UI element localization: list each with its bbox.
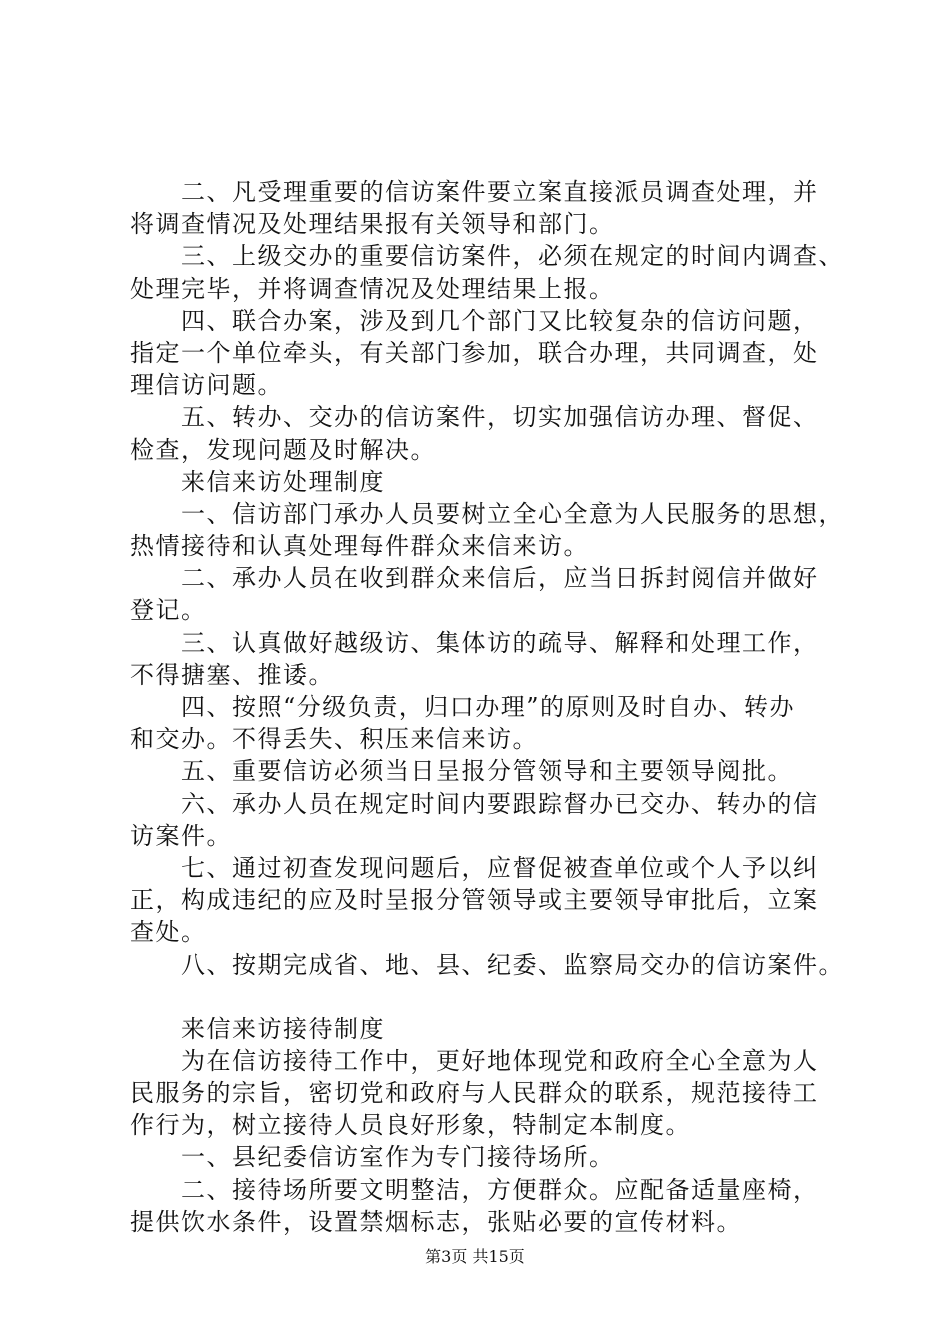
text-line: 三、上级交办的重要信访案件，必须在规定的时间内调查、	[130, 242, 844, 271]
text-line: 五、重要信访必须当日呈报分管领导和主要领导阅批。	[130, 757, 793, 786]
text-line: 将调查情况及处理结果报有关领导和部门。	[130, 210, 615, 239]
text-line: 为在信访接待工作中，更好地体现党和政府全心全意为人	[130, 1046, 819, 1075]
text-line: 不得搪塞、推诿。	[130, 660, 334, 689]
text-line: 和交办。不得丢失、积压来信来访。	[130, 725, 538, 754]
text-line: 查处。	[130, 918, 207, 947]
text-line: 作行为，树立接待人员良好形象，特制定本制度。	[130, 1111, 691, 1140]
text-line: 民服务的宗旨，密切党和政府与人民群众的联系，规范接待工	[130, 1079, 819, 1108]
text-line: 八、按期完成省、地、县、纪委、监察局交办的信访案件。	[130, 950, 844, 979]
section-heading: 来信来访接待制度	[130, 1014, 385, 1043]
text-line: 二、接待场所要文明整洁，方便群众。应配备适量座椅，	[130, 1175, 819, 1204]
text-line: 指定一个单位牵头，有关部门参加，联合办理，共同调查，处	[130, 338, 819, 367]
text-line: 提供饮水条件，设置禁烟标志，张贴必要的宣传材料。	[130, 1207, 742, 1236]
text-line: 处理完毕，并将调查情况及处理结果上报。	[130, 274, 615, 303]
text-line: 三、认真做好越级访、集体访的疏导、解释和处理工作，	[130, 628, 819, 657]
text-line: 理信访问题。	[130, 371, 283, 400]
page-number: 第3页 共15页	[425, 1247, 525, 1266]
text-line: 访案件。	[130, 821, 232, 850]
page-footer	[0, 1244, 950, 1267]
text-line: 二、承办人员在收到群众来信后，应当日拆封阅信并做好	[130, 564, 819, 593]
document-body	[130, 176, 850, 1238]
section-heading: 来信来访处理制度	[130, 467, 385, 496]
text-line: 二、凡受理重要的信访案件要立案直接派员调查处理，并	[130, 178, 819, 206]
text-line: 一、县纪委信访室作为专门接待场所。	[130, 1143, 615, 1172]
text-line: 四、联合办案，涉及到几个部门又比较复杂的信访问题，	[130, 306, 819, 335]
text-line: 五、转办、交办的信访案件，切实加强信访办理、督促、	[130, 403, 819, 432]
text-line: 热情接待和认真处理每件群众来信来访。	[130, 532, 589, 561]
blank-line	[130, 981, 850, 1013]
text-line: 四、按照“分级负责，归口办理”的原则及时自办、转办	[130, 693, 796, 721]
text-line: 六、承办人员在规定时间内要跟踪督办已交办、转办的信	[130, 789, 819, 818]
text-line: 七、通过初查发现问题后，应督促被查单位或个人予以纠	[130, 853, 819, 882]
text-line: 检查，发现问题及时解决。	[130, 435, 436, 464]
text-line: 一、信访部门承办人员要树立全心全意为人民服务的思想，	[130, 499, 844, 528]
text-line: 登记。	[130, 596, 207, 625]
text-line: 正，构成违纪的应及时呈报分管领导或主要领导审批后，立案	[130, 886, 819, 915]
